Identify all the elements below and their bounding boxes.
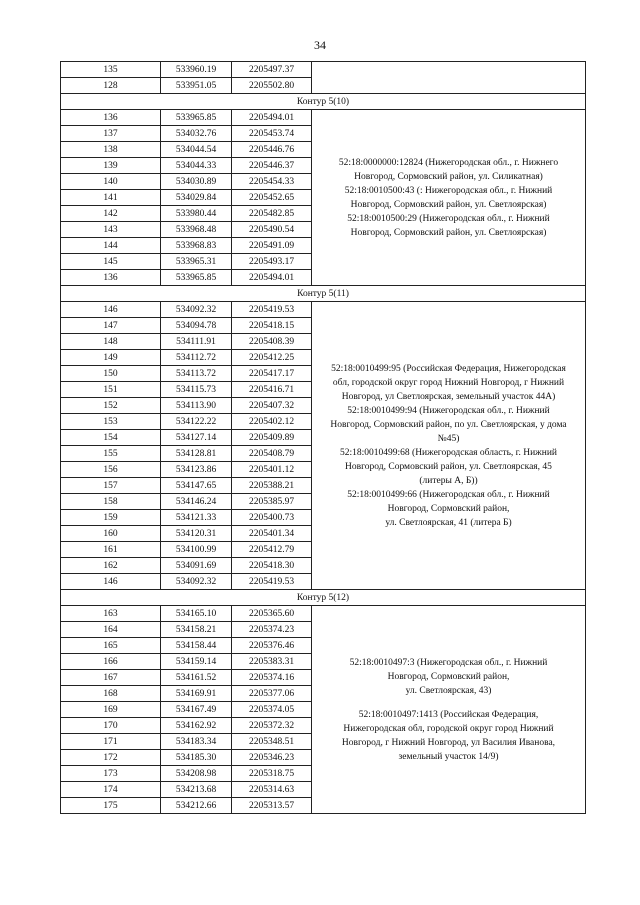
cadastral-parcels-cell — [312, 606, 586, 814]
point-number-cell: 150 — [61, 366, 161, 382]
point-number-cell: 152 — [61, 398, 161, 414]
x-coordinate-cell: 534115.73 — [161, 382, 232, 398]
y-coordinate-cell: 2205494.01 — [232, 270, 312, 286]
parcel-text-line: Новгород, Сормовский район, ул. Светлоярская, 45 — [345, 461, 552, 472]
y-coordinate-cell: 2205446.76 — [232, 142, 312, 158]
parcel-text-line: №45) — [437, 433, 460, 444]
y-coordinate-cell: 2205401.12 — [232, 462, 312, 478]
y-coordinate-cell: 2205348.51 — [232, 734, 312, 750]
y-coordinate-cell: 2205402.12 — [232, 414, 312, 430]
x-coordinate-cell: 534030.89 — [161, 174, 232, 190]
y-coordinate-cell: 2205454.33 — [232, 174, 312, 190]
y-coordinate-cell: 2205417.17 — [232, 366, 312, 382]
x-coordinate-cell: 533980.44 — [161, 206, 232, 222]
point-number-cell: 165 — [61, 638, 161, 654]
x-coordinate-cell: 534167.49 — [161, 702, 232, 718]
parcel-text-line: Новгород, ул Светлоярская, земельный участок 44А) — [341, 391, 556, 402]
y-coordinate-cell: 2205313.57 — [232, 798, 312, 814]
cadastral-parcels-cell — [312, 110, 586, 286]
point-number-cell: 135 — [61, 62, 161, 78]
x-coordinate-cell: 534208.98 — [161, 766, 232, 782]
x-coordinate-cell: 534146.24 — [161, 494, 232, 510]
y-coordinate-cell: 2205383.31 — [232, 654, 312, 670]
point-number-cell: 173 — [61, 766, 161, 782]
parcel-text-line: 52:18:0010499:66 (Нижегородская обл., г. Нижний — [347, 489, 550, 500]
point-number-cell: 167 — [61, 670, 161, 686]
point-number-cell: 162 — [61, 558, 161, 574]
x-coordinate-cell: 534165.10 — [161, 606, 232, 622]
y-coordinate-cell: 2205418.30 — [232, 558, 312, 574]
y-coordinate-cell: 2205365.60 — [232, 606, 312, 622]
parcel-text-line: Новгород, г Нижний Новгород, ул Василия Иванова, — [341, 737, 556, 748]
point-number-cell: 145 — [61, 254, 161, 270]
parcel-cell-continuation — [312, 62, 586, 94]
y-coordinate-cell: 2205412.79 — [232, 542, 312, 558]
parcel-text-line: 52:18:0010499:68 (Нижегородская область, г. Нижний — [339, 447, 557, 458]
x-coordinate-cell: 534044.33 — [161, 158, 232, 174]
y-coordinate-cell: 2205453.74 — [232, 126, 312, 142]
point-number-cell: 136 — [61, 110, 161, 126]
y-coordinate-cell: 2205493.17 — [232, 254, 312, 270]
x-coordinate-cell: 534213.68 — [161, 782, 232, 798]
y-coordinate-cell: 2205374.05 — [232, 702, 312, 718]
x-coordinate-cell: 533968.48 — [161, 222, 232, 238]
x-coordinate-cell: 533965.85 — [161, 270, 232, 286]
point-number-cell: 142 — [61, 206, 161, 222]
x-coordinate-cell: 534091.69 — [161, 558, 232, 574]
parcel-text-line: ул. Светлоярская, 41 (литера Б) — [385, 517, 512, 528]
x-coordinate-cell: 534123.86 — [161, 462, 232, 478]
parcel-text-line: 52:18:0010497:3 (Нижегородская обл., г. Нижний — [349, 657, 548, 668]
x-coordinate-cell: 534111.91 — [161, 334, 232, 350]
contour-header-row — [61, 286, 586, 302]
x-coordinate-cell: 534121.33 — [161, 510, 232, 526]
x-coordinate-cell: 534032.76 — [161, 126, 232, 142]
y-coordinate-cell: 2205376.46 — [232, 638, 312, 654]
x-coordinate-cell: 534158.21 — [161, 622, 232, 638]
x-coordinate-cell: 534159.14 — [161, 654, 232, 670]
y-coordinate-cell: 2205377.06 — [232, 686, 312, 702]
y-coordinate-cell: 2205388.21 — [232, 478, 312, 494]
page-number: 34 — [314, 38, 326, 52]
point-number-cell: 143 — [61, 222, 161, 238]
parcel-text-line: земельный участок 14/9) — [398, 751, 499, 762]
y-coordinate-cell: 2205502.80 — [232, 78, 312, 94]
y-coordinate-cell: 2205408.39 — [232, 334, 312, 350]
point-number-cell: 136 — [61, 270, 161, 286]
parcel-text-line: Новгород, Сормовский район, — [387, 503, 510, 514]
point-number-cell: 148 — [61, 334, 161, 350]
contour-title: Контур 5(10) — [61, 94, 586, 110]
cadastral-parcels-cell — [312, 302, 586, 590]
point-number-cell: 153 — [61, 414, 161, 430]
point-number-cell: 140 — [61, 174, 161, 190]
x-coordinate-cell: 534169.91 — [161, 686, 232, 702]
parcel-text-line: 52:18:0010500:29 (Нижегородская обл., г. Нижний — [347, 213, 550, 224]
y-coordinate-cell: 2205374.16 — [232, 670, 312, 686]
parcel-text-line: ул. Светлоярская, 43) — [405, 685, 492, 696]
x-coordinate-cell: 533951.05 — [161, 78, 232, 94]
contour-title: Контур 5(12) — [61, 590, 586, 606]
point-number-cell: 166 — [61, 654, 161, 670]
coordinates-table-body — [61, 62, 586, 814]
y-coordinate-cell: 2205490.54 — [232, 222, 312, 238]
point-number-cell: 174 — [61, 782, 161, 798]
parcel-text-line: 52:18:0010499:94 (Нижегородская обл., г. Нижний — [347, 405, 550, 416]
point-number-cell: 161 — [61, 542, 161, 558]
table-row — [61, 62, 586, 78]
x-coordinate-cell: 534113.90 — [161, 398, 232, 414]
y-coordinate-cell: 2205416.71 — [232, 382, 312, 398]
point-number-cell: 128 — [61, 78, 161, 94]
y-coordinate-cell: 2205314.63 — [232, 782, 312, 798]
y-coordinate-cell: 2205401.34 — [232, 526, 312, 542]
x-coordinate-cell: 534113.72 — [161, 366, 232, 382]
parcel-text-line: Нижегородская обл, городской округ город Нижний — [343, 723, 554, 734]
point-number-cell: 159 — [61, 510, 161, 526]
point-number-cell: 137 — [61, 126, 161, 142]
point-number-cell: 151 — [61, 382, 161, 398]
point-number-cell: 154 — [61, 430, 161, 446]
point-number-cell: 163 — [61, 606, 161, 622]
parcel-text-line: Новгород, Сормовский район, ул. Силикатная) — [354, 171, 543, 182]
parcel-text-line — [318, 698, 579, 708]
x-coordinate-cell: 534158.44 — [161, 638, 232, 654]
x-coordinate-cell: 534092.32 — [161, 574, 232, 590]
y-coordinate-cell: 2205418.15 — [232, 318, 312, 334]
y-coordinate-cell: 2205408.79 — [232, 446, 312, 462]
point-number-cell: 155 — [61, 446, 161, 462]
point-number-cell: 171 — [61, 734, 161, 750]
x-coordinate-cell: 534092.32 — [161, 302, 232, 318]
y-coordinate-cell: 2205494.01 — [232, 110, 312, 126]
point-number-cell: 168 — [61, 686, 161, 702]
parcel-text-line: Новгород, Сормовский район, по ул. Светлоярская, у дома — [330, 419, 567, 430]
y-coordinate-cell: 2205412.25 — [232, 350, 312, 366]
y-coordinate-cell: 2205318.75 — [232, 766, 312, 782]
table-row — [61, 606, 586, 622]
x-coordinate-cell: 534100.99 — [161, 542, 232, 558]
point-number-cell: 156 — [61, 462, 161, 478]
point-number-cell: 164 — [61, 622, 161, 638]
y-coordinate-cell: 2205497.37 — [232, 62, 312, 78]
parcel-text-line: Новгород, Сормовский район, ул. Светлоярская) — [350, 227, 547, 238]
point-number-cell: 175 — [61, 798, 161, 814]
parcel-text-line: 52:18:0010500:43 (: Нижегородская обл., г. Нижний — [344, 185, 553, 196]
x-coordinate-cell: 534128.81 — [161, 446, 232, 462]
y-coordinate-cell: 2205346.23 — [232, 750, 312, 766]
x-coordinate-cell: 534094.78 — [161, 318, 232, 334]
y-coordinate-cell: 2205446.37 — [232, 158, 312, 174]
x-coordinate-cell: 533968.83 — [161, 238, 232, 254]
point-number-cell: 169 — [61, 702, 161, 718]
x-coordinate-cell: 534122.22 — [161, 414, 232, 430]
point-number-cell: 170 — [61, 718, 161, 734]
contour-header-row — [61, 590, 586, 606]
y-coordinate-cell: 2205400.73 — [232, 510, 312, 526]
parcel-text-line: обл, городской округ город Нижний Новгород, г Нижний — [332, 377, 565, 388]
table-row — [61, 302, 586, 318]
x-coordinate-cell: 534185.30 — [161, 750, 232, 766]
y-coordinate-cell: 2205452.65 — [232, 190, 312, 206]
point-number-cell: 149 — [61, 350, 161, 366]
point-number-cell: 157 — [61, 478, 161, 494]
y-coordinate-cell: 2205491.09 — [232, 238, 312, 254]
contour-header-row — [61, 94, 586, 110]
y-coordinate-cell: 2205419.53 — [232, 302, 312, 318]
y-coordinate-cell: 2205385.97 — [232, 494, 312, 510]
point-number-cell: 144 — [61, 238, 161, 254]
y-coordinate-cell: 2205374.23 — [232, 622, 312, 638]
x-coordinate-cell: 534162.92 — [161, 718, 232, 734]
y-coordinate-cell: 2205407.32 — [232, 398, 312, 414]
y-coordinate-cell: 2205419.53 — [232, 574, 312, 590]
x-coordinate-cell: 534029.84 — [161, 190, 232, 206]
x-coordinate-cell: 534212.66 — [161, 798, 232, 814]
x-coordinate-cell: 534127.14 — [161, 430, 232, 446]
table-row — [61, 110, 586, 126]
point-number-cell: 160 — [61, 526, 161, 542]
y-coordinate-cell: 2205409.89 — [232, 430, 312, 446]
x-coordinate-cell: 534147.65 — [161, 478, 232, 494]
x-coordinate-cell: 533965.85 — [161, 110, 232, 126]
point-number-cell: 147 — [61, 318, 161, 334]
y-coordinate-cell: 2205482.85 — [232, 206, 312, 222]
parcel-text-line: Новгород, Сормовский район, — [387, 671, 510, 682]
x-coordinate-cell: 534120.31 — [161, 526, 232, 542]
point-number-cell: 172 — [61, 750, 161, 766]
x-coordinate-cell: 534044.54 — [161, 142, 232, 158]
point-number-cell: 138 — [61, 142, 161, 158]
contour-title: Контур 5(11) — [61, 286, 586, 302]
x-coordinate-cell: 533960.19 — [161, 62, 232, 78]
x-coordinate-cell: 534112.72 — [161, 350, 232, 366]
point-number-cell: 158 — [61, 494, 161, 510]
y-coordinate-cell: 2205372.32 — [232, 718, 312, 734]
x-coordinate-cell: 534161.52 — [161, 670, 232, 686]
coordinates-table — [60, 61, 586, 814]
parcel-text-line: (литеры А, Б)) — [419, 475, 478, 486]
x-coordinate-cell: 533965.31 — [161, 254, 232, 270]
point-number-cell: 146 — [61, 574, 161, 590]
point-number-cell: 141 — [61, 190, 161, 206]
x-coordinate-cell: 534183.34 — [161, 734, 232, 750]
parcel-text-line: 52:18:0010499:95 (Российская Федерация, Нижегородская — [331, 363, 566, 374]
parcel-text-line: 52:18:0000000:12824 (Нижегородская обл., г. Нижнего — [338, 157, 559, 168]
point-number-cell: 146 — [61, 302, 161, 318]
parcel-text-line: Новгород, Сормовский район, ул. Светлоярская) — [350, 199, 547, 210]
parcel-text-line: 52:18:0010497:1413 (Российская Федерация, — [358, 709, 539, 720]
point-number-cell: 139 — [61, 158, 161, 174]
